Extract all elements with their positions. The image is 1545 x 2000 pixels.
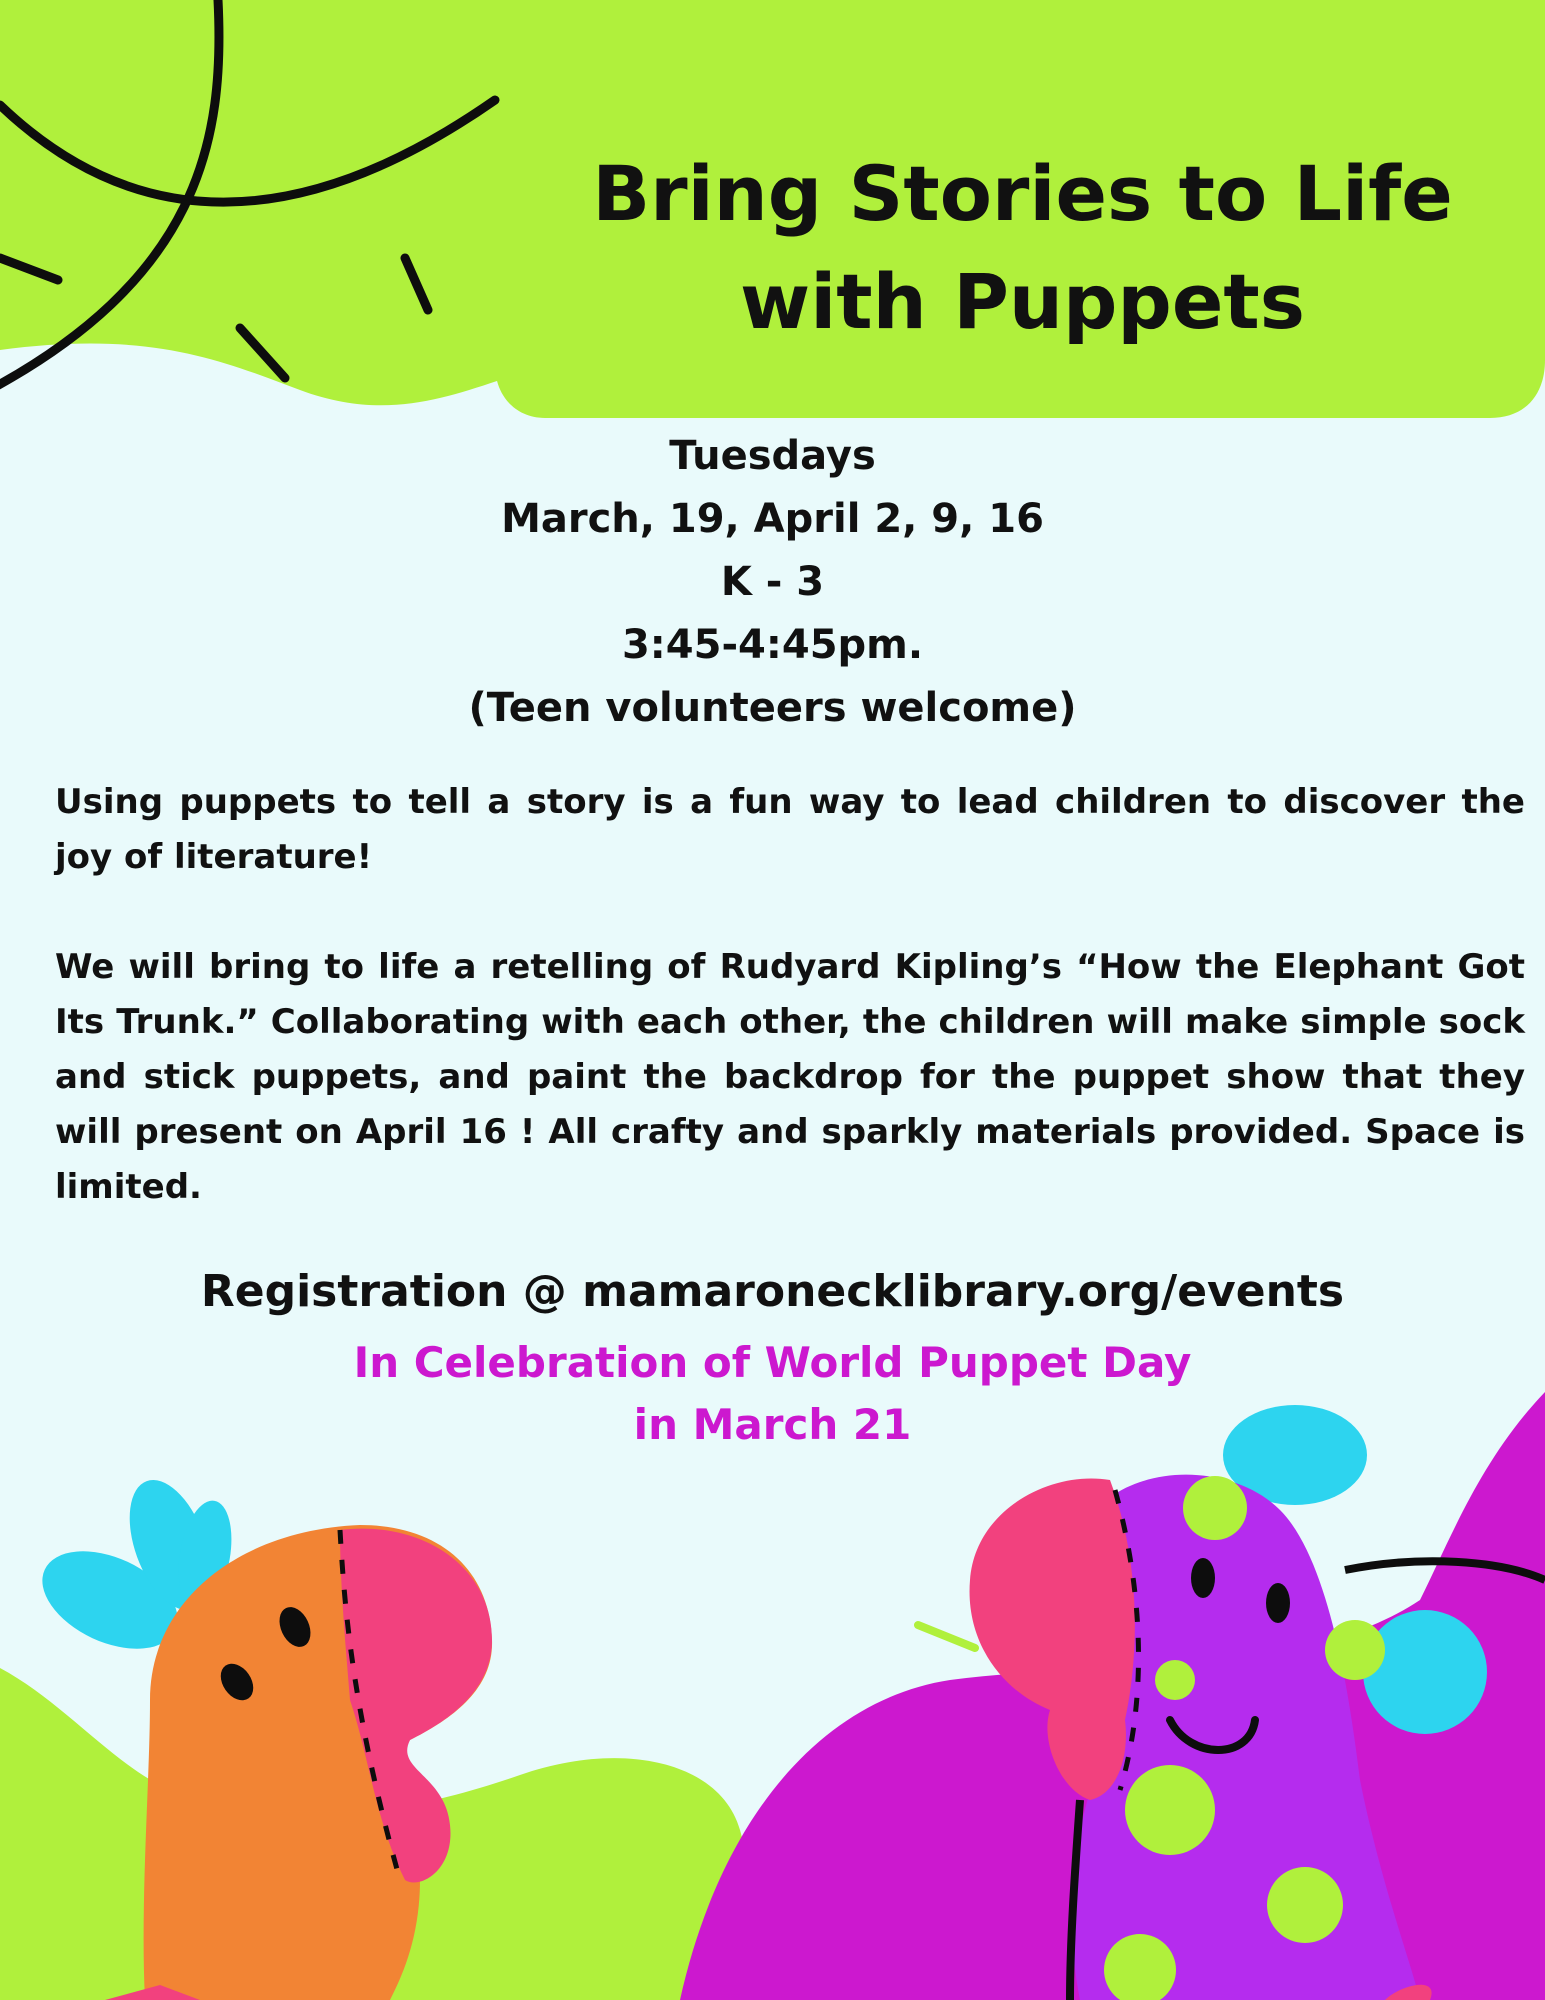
event-description: [55, 775, 1525, 1270]
event-grades: K - 3: [720, 559, 825, 605]
celebration-line-1: In Celebration of World Puppet Day: [353, 1338, 1192, 1387]
registration-info: Registration @ mamaronecklibrary.org/events: [200, 1266, 1345, 1317]
event-dates: March, 19, April 2, 9, 16: [501, 496, 1044, 542]
description-paragraph-2: We will bring to life a retelling of Rudyard Kipling’s “How the Elephant Got Its Trunk.” Collaborating with each other, the children will make simple sock and stick puppets, and paint the backdrop for the puppet show that they will present on April 16 ! All crafty and sparkly materials provided. Space is limited.: [55, 947, 1525, 1207]
event-volunteers-note: (Teen volunteers welcome): [468, 685, 1077, 731]
page-title: [500, 140, 1545, 356]
event-time: 3:45-4:45pm.: [621, 622, 924, 668]
title-line-2: with Puppets: [740, 257, 1305, 346]
celebration-line-2: in March 21: [633, 1400, 912, 1449]
event-day: Tuesdays: [669, 433, 876, 479]
event-details: [0, 425, 1545, 740]
title-line-1: Bring Stories to Life: [592, 149, 1453, 238]
description-paragraph-1: Using puppets to tell a story is a fun way to lead children to discover the joy of literature!: [55, 782, 1525, 877]
celebration-note: [0, 1332, 1545, 1456]
